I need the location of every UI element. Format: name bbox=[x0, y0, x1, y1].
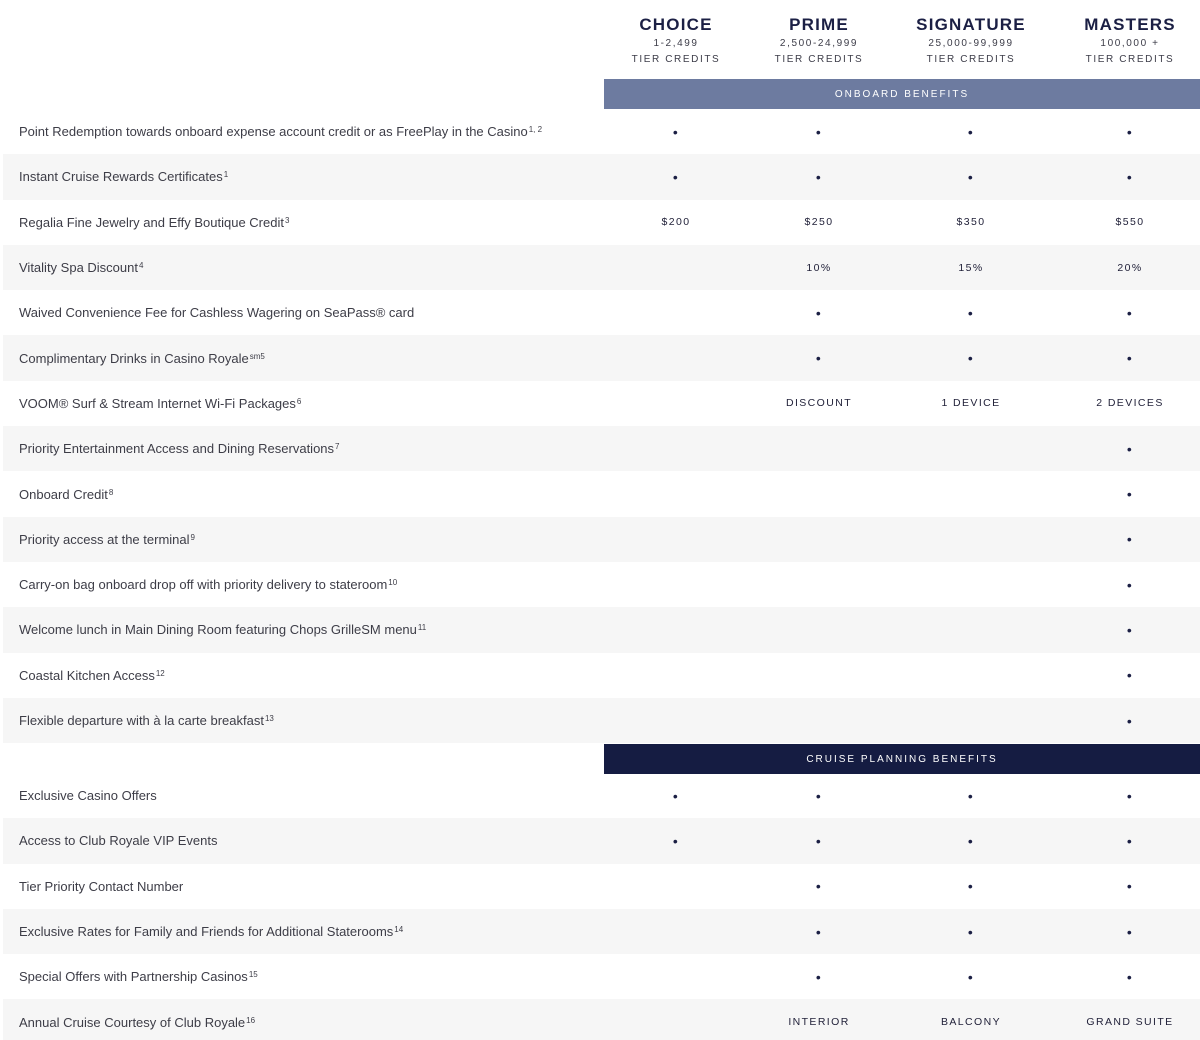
benefit-included-dot: • bbox=[1126, 923, 1134, 940]
benefit-label bbox=[19, 818, 217, 863]
benefit-value: 10% bbox=[806, 261, 832, 274]
benefit-included-dot: • bbox=[815, 968, 823, 985]
footnote-ref: 1, 2 bbox=[528, 125, 543, 135]
benefit-row bbox=[0, 200, 1200, 245]
benefit-label bbox=[19, 954, 258, 999]
benefit-label bbox=[19, 607, 426, 652]
benefit-row bbox=[0, 109, 1200, 154]
benefit-included-dot: • bbox=[1126, 621, 1134, 638]
benefit-included-dot: • bbox=[967, 168, 975, 185]
benefit-label bbox=[19, 864, 183, 909]
benefit-label-text: VOOM® Surf & Stream Internet Wi-Fi Packages bbox=[19, 395, 296, 411]
benefit-label-text: Flexible departure with à la carte breakfast bbox=[19, 713, 264, 728]
footnote-ref: 11 bbox=[417, 623, 427, 633]
benefit-included-dot: • bbox=[1126, 712, 1134, 729]
footnote-ref: sm5 bbox=[249, 351, 265, 361]
benefit-included-dot: • bbox=[1126, 878, 1134, 895]
benefit-included-dot: • bbox=[815, 878, 823, 895]
footnote-ref: 6 bbox=[296, 396, 302, 406]
benefit-included-dot: • bbox=[1126, 531, 1134, 548]
tier-range: 25,000-99,999 bbox=[928, 38, 1014, 49]
benefit-label-text: Vitality Spa Discount bbox=[19, 260, 138, 276]
tier-range: 2,500-24,999 bbox=[779, 38, 859, 49]
benefit-row bbox=[0, 773, 1200, 818]
benefit-label-text: Access to Club Royale VIP Events bbox=[19, 833, 218, 849]
benefit-row bbox=[0, 653, 1200, 698]
benefit-row bbox=[0, 864, 1200, 909]
benefit-row bbox=[0, 562, 1200, 607]
benefit-value: 20% bbox=[1117, 261, 1143, 274]
benefit-included-dot: • bbox=[967, 123, 975, 140]
footnote-ref: 12 bbox=[155, 668, 165, 678]
benefit-included-dot: • bbox=[967, 787, 975, 804]
onboard-benefits-header bbox=[604, 79, 1200, 109]
benefit-row bbox=[0, 999, 1200, 1040]
benefit-row bbox=[0, 335, 1200, 380]
benefit-label bbox=[19, 471, 113, 516]
benefit-included-dot: • bbox=[1126, 787, 1134, 804]
benefit-label-text: Exclusive Casino Offers bbox=[19, 788, 157, 804]
footnote-ref: 14 bbox=[394, 925, 404, 935]
benefit-label bbox=[19, 773, 157, 818]
benefit-label-text: Welcome lunch in Main Dining Room featuring Chops GrilleSM menu bbox=[19, 622, 417, 638]
benefit-label bbox=[19, 426, 340, 471]
benefit-value: 15% bbox=[958, 261, 984, 274]
footnote-ref: 7 bbox=[335, 442, 340, 452]
benefit-included-dot: • bbox=[815, 304, 823, 321]
benefit-included-dot: • bbox=[815, 923, 823, 940]
benefit-included-dot: • bbox=[967, 923, 975, 940]
benefit-label-text: Special Offers with Partnership Casinos bbox=[19, 969, 248, 985]
section-title: CRUISE PLANNING BENEFITS bbox=[806, 753, 998, 765]
footnote-ref: 15 bbox=[248, 970, 258, 980]
benefit-label bbox=[19, 653, 165, 698]
benefit-included-dot: • bbox=[967, 350, 975, 367]
benefit-value: $200 bbox=[661, 216, 691, 229]
benefit-label-text: Priority Entertainment Access and Dining Reservations bbox=[19, 441, 335, 457]
benefit-row bbox=[0, 517, 1200, 562]
tier-masters bbox=[1030, 14, 1200, 68]
footnote-ref: 13 bbox=[264, 714, 274, 723]
tier-header bbox=[0, 0, 1200, 80]
benefit-included-dot: • bbox=[815, 123, 823, 140]
benefit-value: 1 DEVICE bbox=[941, 397, 1001, 410]
benefit-label-text: Onboard Credit bbox=[19, 486, 108, 502]
benefit-label bbox=[19, 517, 195, 562]
benefit-label bbox=[19, 335, 265, 380]
benefit-included-dot: • bbox=[815, 168, 823, 185]
benefit-value: INTERIOR bbox=[788, 1016, 850, 1029]
benefit-included-dot: • bbox=[1126, 123, 1134, 140]
benefit-row bbox=[0, 426, 1200, 471]
benefit-row bbox=[0, 909, 1200, 954]
tier-unit: TIER CREDITS bbox=[631, 54, 721, 65]
benefit-label-text: Priority access at the terminal bbox=[19, 531, 190, 547]
footnote-ref: 10 bbox=[388, 578, 398, 588]
benefit-included-dot: • bbox=[1126, 832, 1134, 849]
footnote-ref: 4 bbox=[139, 261, 144, 271]
tier-range: 1-2,499 bbox=[653, 38, 699, 49]
benefit-label-text: Exclusive Rates for Family and Friends for Additional Staterooms bbox=[19, 924, 394, 940]
benefit-label-text: Annual Cruise Courtesy of Club Royale bbox=[19, 1014, 246, 1030]
benefit-included-dot: • bbox=[1126, 168, 1134, 185]
benefit-included-dot: • bbox=[815, 832, 823, 849]
benefit-value: GRAND SUITE bbox=[1086, 1016, 1174, 1029]
benefit-value: $550 bbox=[1115, 216, 1145, 229]
tier-unit: TIER CREDITS bbox=[774, 54, 864, 65]
benefit-label-text: Coastal Kitchen Access bbox=[19, 667, 155, 683]
benefit-row bbox=[0, 245, 1200, 290]
footnote-ref: 1 bbox=[223, 170, 229, 180]
benefit-label-text: Instant Cruise Rewards Certificates bbox=[19, 169, 223, 185]
benefit-included-dot: • bbox=[672, 787, 680, 804]
benefit-label-text: Waived Convenience Fee for Cashless Wagering on SeaPass® card bbox=[19, 305, 415, 321]
benefit-included-dot: • bbox=[672, 123, 680, 140]
onboard-benefits-table bbox=[0, 109, 1200, 743]
footnote-ref: 8 bbox=[108, 487, 114, 497]
benefit-label bbox=[19, 381, 301, 426]
tier-name: PRIME bbox=[789, 15, 849, 34]
tier-unit: TIER CREDITS bbox=[926, 54, 1016, 65]
benefit-label bbox=[19, 200, 289, 245]
benefit-label-text: Point Redemption towards onboard expense account credit or as FreePlay in the Casino bbox=[19, 124, 528, 140]
tier-name: CHOICE bbox=[639, 15, 713, 34]
benefit-value: 2 DEVICES bbox=[1096, 397, 1164, 410]
benefit-label bbox=[19, 290, 414, 335]
benefit-row bbox=[0, 154, 1200, 199]
benefit-row bbox=[0, 818, 1200, 863]
benefit-included-dot: • bbox=[967, 304, 975, 321]
benefit-value: $350 bbox=[956, 216, 986, 229]
benefit-row bbox=[0, 607, 1200, 652]
benefit-value: BALCONY bbox=[941, 1016, 1001, 1029]
section-title: ONBOARD BENEFITS bbox=[834, 88, 970, 100]
tier-unit: TIER CREDITS bbox=[1085, 54, 1175, 65]
benefit-label bbox=[19, 562, 397, 607]
benefit-row bbox=[0, 954, 1200, 999]
benefit-included-dot: • bbox=[967, 968, 975, 985]
benefit-row bbox=[0, 290, 1200, 335]
cruise-planning-benefits-table bbox=[0, 773, 1200, 1040]
benefit-included-dot: • bbox=[815, 350, 823, 367]
benefit-row bbox=[0, 381, 1200, 426]
tier-range: 100,000 + bbox=[1100, 38, 1160, 49]
benefit-included-dot: • bbox=[1126, 968, 1134, 985]
footnote-ref: 16 bbox=[246, 1015, 256, 1025]
benefit-label-text: Regalia Fine Jewelry and Effy Boutique Credit bbox=[19, 214, 284, 230]
benefit-label bbox=[19, 999, 255, 1040]
benefit-included-dot: • bbox=[967, 878, 975, 895]
benefit-included-dot: • bbox=[1126, 667, 1134, 684]
benefit-value: $250 bbox=[804, 216, 834, 229]
benefit-row bbox=[0, 698, 1200, 743]
benefit-included-dot: • bbox=[672, 168, 680, 185]
benefit-label bbox=[19, 154, 228, 199]
benefit-included-dot: • bbox=[815, 787, 823, 804]
benefit-included-dot: • bbox=[1126, 350, 1134, 367]
tier-name: MASTERS bbox=[1084, 15, 1176, 34]
benefit-included-dot: • bbox=[1126, 486, 1134, 503]
benefit-label bbox=[19, 109, 542, 154]
benefit-included-dot: • bbox=[967, 832, 975, 849]
benefit-included-dot: • bbox=[672, 832, 680, 849]
benefit-label-text: Complimentary Drinks in Casino Royale bbox=[19, 350, 249, 366]
tier-name: SIGNATURE bbox=[916, 15, 1026, 34]
benefit-value: DISCOUNT bbox=[785, 397, 853, 410]
benefit-label bbox=[19, 245, 143, 290]
benefit-label bbox=[19, 698, 274, 743]
cruise-planning-benefits-header bbox=[604, 744, 1200, 774]
benefit-label bbox=[19, 909, 403, 954]
benefit-included-dot: • bbox=[1126, 440, 1134, 457]
benefit-included-dot: • bbox=[1126, 576, 1134, 593]
footnote-ref: 9 bbox=[190, 532, 195, 542]
footnote-ref: 3 bbox=[284, 215, 290, 225]
benefit-label-text: Tier Priority Contact Number bbox=[19, 878, 184, 894]
benefit-included-dot: • bbox=[1126, 304, 1134, 321]
benefit-row bbox=[0, 471, 1200, 516]
benefit-label-text: Carry-on bag onboard drop off with priority delivery to stateroom bbox=[19, 577, 388, 593]
